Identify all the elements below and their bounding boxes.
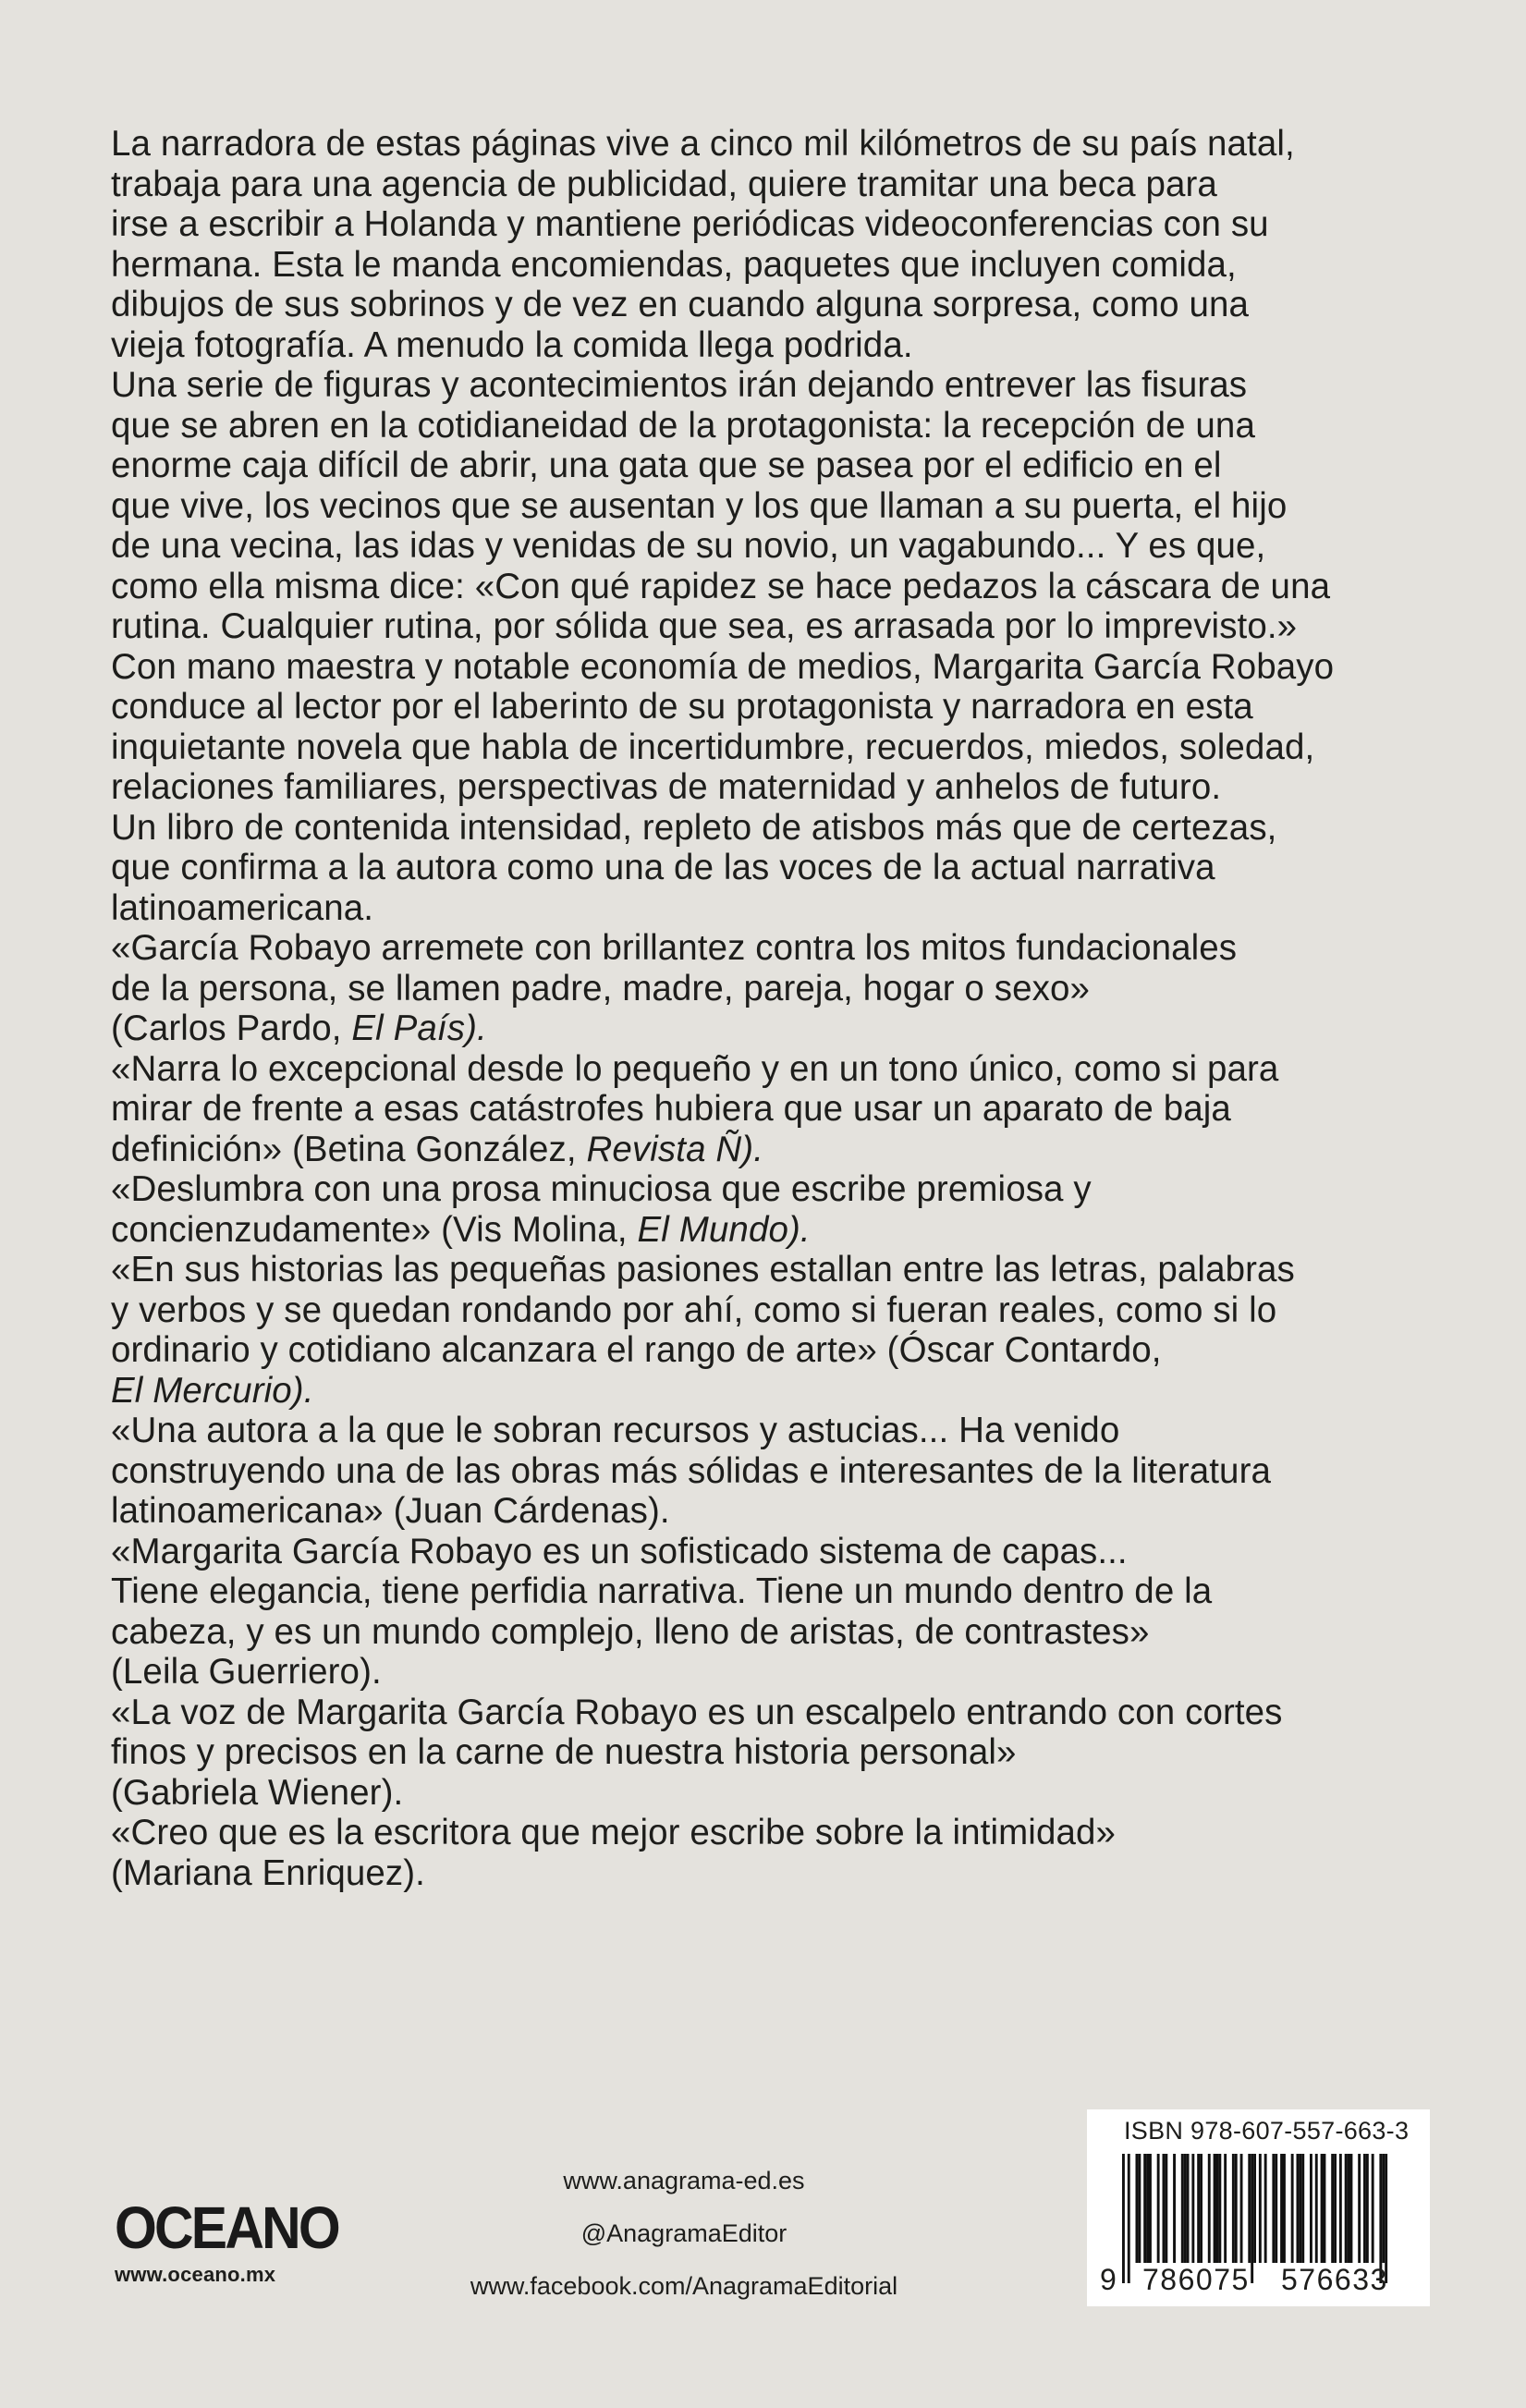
barcode-bar (1280, 2154, 1283, 2263)
barcode-bar (1291, 2154, 1294, 2263)
text-segment: «Una autora a la que le sobran recursos y astucias... Ha venido (111, 1411, 1120, 1450)
barcode-bar (1259, 2154, 1262, 2263)
publisher-logo-block (115, 2194, 358, 2287)
barcode-bar (1136, 2154, 1139, 2263)
text-line (111, 1371, 1442, 1412)
text-segment: (Leila Guerriero). (111, 1652, 382, 1692)
text-line (111, 848, 1442, 888)
text-segment: (Gabriela Wiener). (111, 1772, 404, 1813)
text-line (111, 1330, 1442, 1371)
text-segment: (Mariana Enriquez). (111, 1852, 425, 1893)
text-segment: concienzudamente» (Vis Molina, (111, 1209, 638, 1250)
barcode-bar (1184, 2154, 1187, 2263)
barcode-bar (1181, 2154, 1184, 2263)
text-segment: rutina. Cualquier rutina, por sólida que sea, es arrasada por lo imprevisto.» (111, 606, 1298, 646)
text-line (111, 325, 1442, 366)
oceano-logo: OCEANO (115, 2194, 338, 2261)
back-cover-text (111, 124, 1442, 1893)
text-line (111, 1773, 1442, 1814)
text-line (111, 1250, 1442, 1290)
barcode-bar (1216, 2154, 1219, 2263)
text-segment: trabaja para una agencia de publicidad, quiere tramitar una beca para (111, 164, 1217, 204)
isbn-label: ISBN 978-607-557-663-3 (1124, 2117, 1410, 2145)
barcode-bar (1248, 2154, 1251, 2263)
italic-source: El Mundo). (637, 1209, 811, 1250)
text-segment: (Carlos Pardo, (111, 1008, 352, 1048)
text-segment: que se abren en la cotidianeidad de la protagonista: la recepción de una (111, 405, 1255, 446)
text-segment: vieja fotografía. A menudo la comida llega podrida. (111, 324, 913, 365)
barcode-bar (1301, 2154, 1304, 2263)
barcode-bar (1187, 2154, 1190, 2263)
barcode-bar (1200, 2154, 1202, 2263)
text-segment: «Narra lo excepcional desde lo pequeño y en un tono único, como si para (111, 1048, 1279, 1089)
text-segment: La narradora de estas páginas vive a cinco mil kilómetros de su país natal, (111, 124, 1295, 164)
text-line (111, 204, 1442, 245)
barcode-bar (1345, 2154, 1348, 2263)
text-line (111, 1532, 1442, 1572)
barcode-bar (1251, 2154, 1253, 2283)
barcode-bar (1235, 2154, 1238, 2263)
text-segment: dibujos de sus sobrinos y de vez en cuando alguna sorpresa, como una (111, 285, 1250, 324)
barcode-bar (1363, 2154, 1366, 2263)
text-line (111, 1130, 1442, 1170)
text-line (111, 1571, 1442, 1612)
barcode-bar (1240, 2154, 1243, 2263)
oceano-url: www.oceano.mx (115, 2263, 276, 2286)
text-segment: «En sus historias las pequeñas pasiones estallan entre las letras, palabras (111, 1250, 1295, 1290)
text-line (111, 446, 1442, 486)
text-segment: mirar de frente a esas catástrofes hubiera que usar un aparato de baja (111, 1089, 1231, 1129)
barcode-bar (1283, 2154, 1286, 2263)
barcode-bar (1275, 2154, 1277, 2263)
text-segment: «Margarita García Robayo es un sofisticado sistema de capas... (111, 1531, 1128, 1571)
barcode-bar (1358, 2154, 1361, 2263)
text-line (111, 1411, 1442, 1451)
text-line (111, 1049, 1442, 1090)
text-line (111, 1853, 1442, 1894)
text-line (111, 1451, 1442, 1492)
text-segment: finos y precisos en la carne de nuestra historia personal» (111, 1732, 1017, 1772)
barcode-bar (1173, 2154, 1176, 2263)
text-line (111, 406, 1442, 446)
text-segment: construyendo una de las obras más sólidas e interesantes de la literatura (111, 1450, 1271, 1491)
text-line (111, 365, 1442, 406)
barcode-bar (1232, 2154, 1235, 2263)
barcode-bar (1324, 2154, 1326, 2263)
text-segment: Un libro de contenida intensidad, repleto de atisbos más que de certezas, (111, 807, 1277, 848)
barcode-bar (1321, 2154, 1324, 2263)
text-segment: de la persona, se llamen padre, madre, pareja, hogar o sexo» (111, 968, 1090, 1008)
text-segment: que confirma a la autora como una de las voces de la actual narrativa (111, 848, 1215, 887)
text-segment: definición» (Betina González, (111, 1129, 587, 1169)
barcode-bar (1122, 2154, 1125, 2283)
text-line (111, 285, 1442, 325)
text-segment: irse a escribir a Holanda y mantiene periódicas videoconferencias con su (111, 204, 1269, 244)
barcode-bar (1224, 2154, 1227, 2263)
text-line (111, 1169, 1442, 1210)
text-segment: «La voz de Margarita García Robayo es un escalpelo entrando con cortes (111, 1692, 1283, 1732)
barcode-bar (1315, 2154, 1318, 2263)
barcode-bar (1138, 2154, 1141, 2263)
text-segment: latinoamericana» (Juan Cárdenas). (111, 1491, 670, 1531)
text-line (111, 1652, 1442, 1693)
barcode-bar (1272, 2154, 1275, 2263)
text-line (111, 808, 1442, 849)
text-line (111, 526, 1442, 567)
text-line (111, 1693, 1442, 1733)
barcode-bar (1334, 2154, 1337, 2263)
barcode-bar (1382, 2154, 1385, 2263)
text-line (111, 767, 1442, 808)
text-segment: Tiene elegancia, tiene perfidia narrativa. Tiene un mundo dentro de la (111, 1571, 1213, 1611)
barcode-bar (1143, 2154, 1146, 2263)
text-segment: que vive, los vecinos que se ausentan y los que llaman a su puerta, el hijo (111, 485, 1288, 526)
text-line (111, 245, 1442, 286)
italic-source: El Mercurio). (111, 1370, 314, 1411)
barcode-bar (1253, 2154, 1256, 2263)
text-segment: «Creo que es la escritora que mejor escribe sobre la intimidad» (111, 1813, 1116, 1852)
barcode-bar (1163, 2154, 1166, 2263)
barcode-lead-digit: 9 (1100, 2263, 1118, 2296)
barcode-bar (1146, 2154, 1149, 2263)
text-line (111, 486, 1442, 527)
text-line (111, 1612, 1442, 1653)
text-segment: conduce al lector por el laberinto de su protagonista y narradora en esta (111, 687, 1253, 727)
facebook-link[interactable]: www.facebook.com/AnagramaEditorial (470, 2272, 898, 2300)
barcode-bar (1299, 2154, 1301, 2263)
barcode-bar (1208, 2154, 1211, 2263)
text-line (111, 928, 1442, 969)
text-segment: y verbos y se quedan rondando por ahí, como si fueran reales, como si lo (111, 1290, 1277, 1330)
text-line (111, 888, 1442, 929)
text-segment: «Deslumbra con una prosa minuciosa que escribe premiosa y (111, 1169, 1092, 1209)
barcode-bar (1264, 2154, 1267, 2263)
barcode-bar (1218, 2154, 1221, 2263)
text-segment: latinoamericana. (111, 887, 374, 928)
text-segment: Una serie de figuras y acontecimientos irán dejando entrever las fisuras (111, 365, 1248, 405)
text-line (111, 969, 1442, 1009)
text-segment: relaciones familiares, perspectivas de maternidad y anhelos de futuro. (111, 767, 1222, 807)
twitter-handle[interactable]: @AnagramaEditor (580, 2219, 787, 2247)
text-line (111, 647, 1442, 688)
barcode-bar (1366, 2154, 1369, 2263)
italic-source: El País). (351, 1008, 487, 1048)
barcode-bar (1331, 2154, 1334, 2263)
website-link[interactable]: www.anagrama-ed.es (563, 2167, 805, 2194)
barcode-bar (1372, 2154, 1374, 2263)
text-line (111, 1210, 1442, 1251)
text-segment: ordinario y cotidiano alcanzara el rango de arte» (Óscar Contardo, (111, 1330, 1162, 1370)
text-segment: «García Robayo arremete con brillantez contra los mitos fundacionales (111, 928, 1238, 968)
barcode-bar (1310, 2154, 1312, 2263)
text-segment: cabeza, y es un mundo complejo, lleno de aristas, de contrastes» (111, 1611, 1150, 1652)
barcode-left-digits: 786075 (1142, 2263, 1250, 2296)
italic-source: Revista Ñ). (586, 1129, 763, 1169)
text-line (111, 1089, 1442, 1130)
barcode-right-digits: 576633 (1281, 2263, 1388, 2296)
text-line (111, 165, 1442, 205)
barcode-bar (1348, 2154, 1350, 2263)
text-line (111, 606, 1442, 647)
barcode-bar (1350, 2154, 1353, 2263)
publisher-links (425, 2169, 943, 2327)
text-line (111, 124, 1442, 165)
barcode-bar (1157, 2154, 1160, 2263)
barcode-box (1087, 2109, 1430, 2306)
barcode-bar (1197, 2154, 1200, 2263)
barcode-bar (1191, 2154, 1194, 2263)
text-segment: como ella misma dice: «Con qué rapidez se hace pedazos la cáscara de una (111, 566, 1331, 606)
text-line (111, 1491, 1442, 1532)
text-line (111, 1813, 1442, 1853)
text-line (111, 567, 1442, 607)
barcode-bar (1214, 2154, 1216, 2263)
text-line (111, 727, 1442, 768)
text-segment: enorme caja difícil de abrir, una gata que se pasea por el edificio en el (111, 446, 1222, 485)
text-line (111, 1008, 1442, 1049)
text-segment: hermana. Esta le manda encomiendas, paquetes que incluyen comida, (111, 244, 1237, 285)
text-line (111, 1290, 1442, 1331)
barcode-bar (1339, 2154, 1342, 2263)
text-segment: inquietante novela que habla de incertidumbre, recuerdos, miedos, soledad, (111, 727, 1315, 767)
barcode-bar (1165, 2154, 1167, 2263)
barcode-bar (1128, 2154, 1130, 2283)
barcode-bar (1149, 2154, 1152, 2263)
text-line (111, 687, 1442, 727)
text-segment: Con mano maestra y notable economía de medios, Margarita García Robayo (111, 646, 1335, 687)
text-segment: de una vecina, las idas y venidas de su novio, un vagabundo... Y es que, (111, 526, 1266, 566)
barcode-bar (1297, 2154, 1300, 2263)
text-line (111, 1732, 1442, 1773)
